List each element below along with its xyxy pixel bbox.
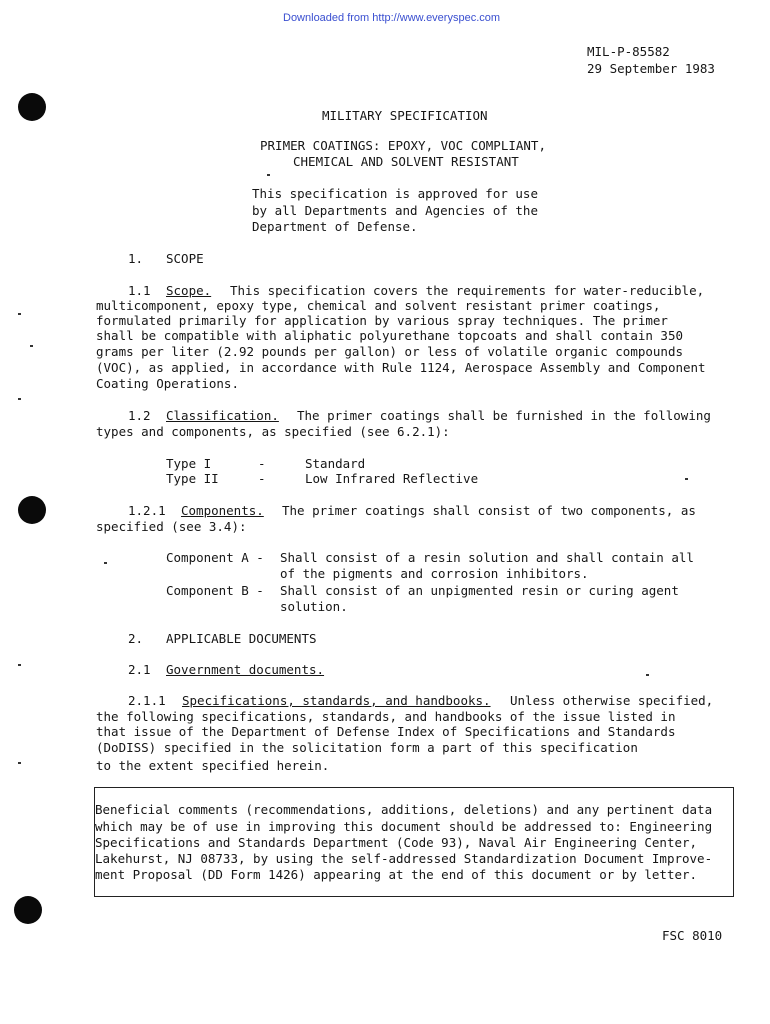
speck [30,345,33,347]
notice-line: which may be of use in improving this document should be addressed to: Engineering [95,819,713,834]
notice-box [94,787,734,897]
component-description: Shall consist of an unpigmented resin or curing agent [280,583,679,598]
paragraph-line: types and components, as specified (see 6.2.1): [96,424,450,439]
notice-line: ment Proposal (DD Form 1426) appearing at the end of this document or by letter. [95,867,698,882]
paragraph-line: This specification covers the requirements for water-reducible, [230,283,705,298]
speck [267,174,270,176]
paragraph-number: 2.1 [128,662,151,677]
type-label: Type II [166,471,219,486]
binder-hole [18,93,46,121]
paragraph-title: Scope. [166,283,212,298]
paragraph-line: the following specifications, standards, and handbooks of the issue listed in [96,709,676,724]
speck [18,664,21,666]
section-title: APPLICABLE DOCUMENTS [166,631,317,646]
paragraph-line: The primer coatings shall be furnished in the following [297,408,711,423]
paragraph-title: Government documents. [166,662,325,677]
type-dash: - [258,471,266,486]
component-description: of the pigments and corrosion inhibitors. [280,566,589,581]
spec-subject-line: CHEMICAL AND SOLVENT RESISTANT [293,154,519,169]
speck [685,478,688,480]
paragraph-line: Coating Operations. [96,376,239,391]
notice-line: Specifications and Standards Department (Code 93), Naval Air Engineering Center, [95,835,698,850]
approval-line: Department of Defense. [252,219,418,234]
fsc-code: FSC 8010 [662,928,723,943]
type-description: Low Infrared Reflective [305,471,479,486]
paragraph-line: The primer coatings shall consist of two components, as [282,503,696,518]
component-label: Component B - [166,583,264,598]
document-date: 29 September 1983 [587,61,715,76]
speck [18,398,21,400]
speck [104,562,107,564]
component-description: solution. [280,599,348,614]
type-description: Standard [305,456,366,471]
speck [646,674,649,676]
section-title: SCOPE [166,251,204,266]
paragraph-number: 1.2 [128,408,151,423]
notice-line: Beneficial comments (recommendations, additions, deletions) and any pertinent data [95,802,713,817]
spec-heading: MILITARY SPECIFICATION [322,108,488,123]
paragraph-line: to the extent specified herein. [96,758,330,773]
paragraph-line: formulated primarily for application by various spray techniques. The primer [96,313,668,328]
paragraph-line: Unless otherwise specified, [510,693,714,708]
paragraph-title: Specifications, standards, and handbooks. [182,693,491,708]
speck [18,762,21,764]
section-number: 2. [128,631,144,646]
paragraph-title: Components. [181,503,264,518]
binder-hole [18,496,46,524]
paragraph-number: 2.1.1 [128,693,166,708]
paragraph-line: (VOC), as applied, in accordance with Rule 1124, Aerospace Assembly and Component [96,360,706,375]
paragraph-line: that issue of the Department of Defense Index of Specifications and Standards [96,724,676,739]
download-link[interactable]: Downloaded from http://www.everyspec.com [283,12,501,24]
paragraph-line: (DoDISS) specified in the solicitation form a part of this specification [96,740,638,755]
approval-line: by all Departments and Agencies of the [252,203,538,218]
paragraph-number: 1.2.1 [128,503,166,518]
section-number: 1. [128,251,144,266]
notice-line: Lakehurst, NJ 08733, by using the self-addressed Standardization Document Improve- [95,851,713,866]
paragraph-number: 1.1 [128,283,151,298]
approval-line: This specification is approved for use [252,186,538,201]
component-label: Component A - [166,550,264,565]
speck [18,313,21,315]
type-label: Type I [166,456,212,471]
paragraph-line: grams per liter (2.92 pounds per gallon) or less of volatile organic compounds [96,344,683,359]
paragraph-title: Classification. [166,408,279,423]
document-number: MIL-P-85582 [587,44,670,59]
spec-subject-line: PRIMER COATINGS: EPOXY, VOC COMPLIANT, [260,138,546,153]
component-description: Shall consist of a resin solution and shall contain all [280,550,694,565]
paragraph-line: shall be compatible with aliphatic polyurethane topcoats and shall contain 350 [96,328,683,343]
type-dash: - [258,456,266,471]
paragraph-line: specified (see 3.4): [96,519,247,534]
binder-hole [14,896,42,924]
paragraph-line: multicomponent, epoxy type, chemical and solvent resistant primer coatings, [96,298,661,313]
